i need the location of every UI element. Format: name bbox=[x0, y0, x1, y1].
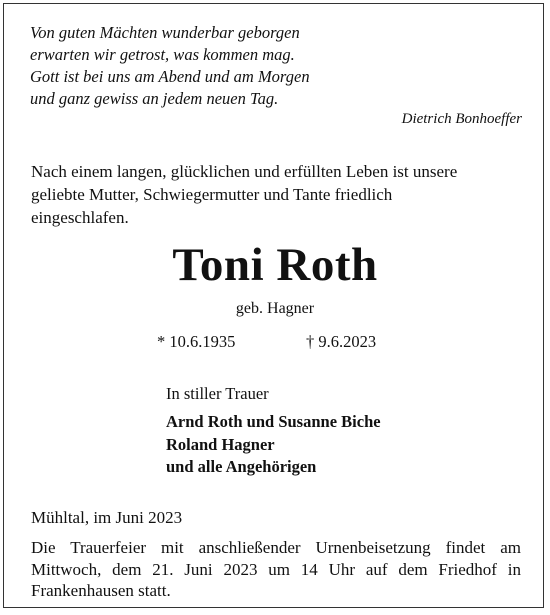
mourner-name: und alle Angehörigen bbox=[166, 457, 317, 476]
poem-line: und ganz gewiss an jedem neuen Tag. bbox=[30, 89, 279, 108]
poem-line: erwarten wir getrost, was kommen mag. bbox=[30, 45, 295, 64]
intro-line: Nach einem langen, glücklichen und erfüllten Leben ist unsere bbox=[31, 162, 458, 181]
mourners-list bbox=[166, 411, 381, 479]
intro-line: eingeschlafen. bbox=[31, 208, 129, 227]
mourner-name: Roland Hagner bbox=[166, 434, 275, 454]
ceremony-line: Frankenhausen statt. bbox=[31, 581, 171, 600]
intro-line: geliebte Mutter, Schwiegermutter und Tante friedlich bbox=[31, 185, 393, 204]
birth-date: * 10.6.1935 bbox=[157, 332, 236, 351]
mourning-heading: In stiller Trauer bbox=[166, 384, 269, 403]
intro-text bbox=[31, 160, 521, 229]
deceased-name: Toni Roth bbox=[172, 239, 378, 291]
ceremony-line: Mittwoch, dem 21. Juni 2023 um 14 Uhr auf dem Friedhof in bbox=[31, 559, 521, 579]
poem-author: Dietrich Bonhoeffer bbox=[401, 111, 522, 127]
mourner-name: Arnd Roth und Susanne Biche bbox=[166, 412, 381, 431]
poem-line: Gott ist bei uns am Abend und am Morgen bbox=[30, 67, 310, 86]
ceremony-info bbox=[31, 537, 521, 602]
poem-quote bbox=[30, 22, 310, 110]
poem-line: Von guten Mächten wunderbar geborgen bbox=[30, 23, 300, 42]
death-date: † 9.6.2023 bbox=[306, 332, 377, 351]
place-date: Mühltal, im Juni 2023 bbox=[31, 508, 183, 527]
ceremony-line: Die Trauerfeier mit anschließender Urnenbeisetzung findet am bbox=[31, 538, 521, 557]
maiden-name: geb. Hagner bbox=[235, 300, 315, 317]
